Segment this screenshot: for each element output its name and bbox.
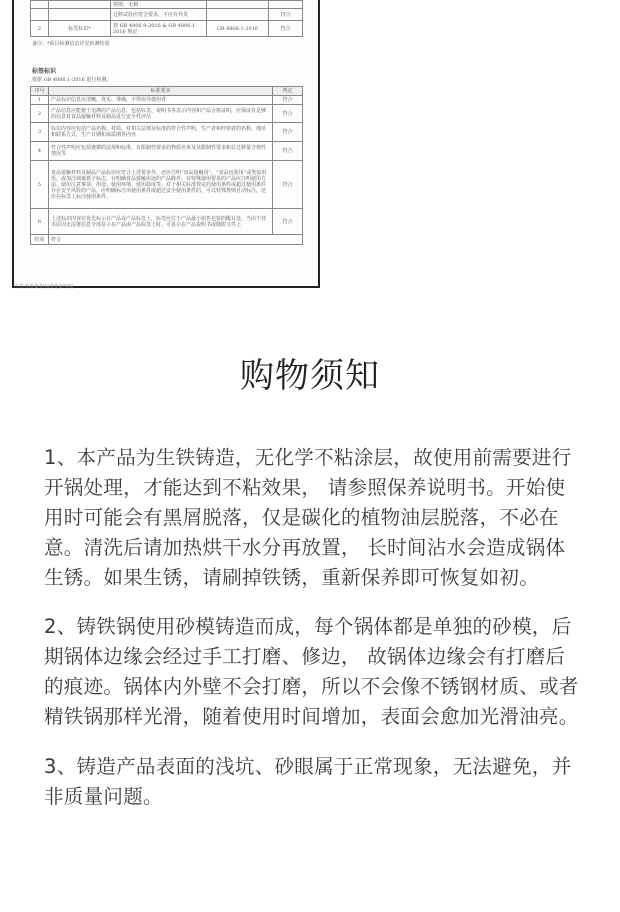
table-cell: 标识内容应包括产品名称、材质、对相关法规及标准的符合性声明，生产者和经销者的名称、地址和联系方式、生产日期和保质期等内容 [49, 123, 273, 142]
table-cell: 2 [31, 21, 49, 37]
notice-paragraph-1: 1、本产品为生铁铸造，无化学不粘涂层，故使用前需要进行开锅处理，才能达到不粘效果， 请参照保养说明书。开始使用时可能会有黑屑脱落，仅是碳化的植物油层脱落，不必在意。清洗后请加热烘干水分再放置， 长时间沾水会造成锅体生锈。如果生锈，请刷掉铁锈，重新保养即可恢复如初。 [44, 446, 572, 589]
table-row [31, 142, 303, 161]
table-row [31, 123, 303, 142]
table-cell: 符合 [273, 123, 303, 142]
table-header-row [31, 87, 303, 96]
table-row [31, 161, 303, 209]
notice-title: 购物须知 [240, 356, 380, 396]
table-cell: 符合 [273, 96, 303, 105]
label-section-title: 标签标识 [32, 68, 57, 75]
table-cell: 结束 [31, 235, 49, 245]
table-cell: 食品接触材料及制品产品标识应符合上述要求外，还应注明“食品接触用”、“食品包装用”或类似用语，或加注调羹筷子标志，有明确食品接触用途的产品除外。有特殊使用要求的产品应注明使用方法、使用注意事项、用途、使用环境、使用温度等。对于相关标准规定的使用条件或超过使用条件存在安全风险的产品，应明确标注出使用条件或超过安全使用条件的，可以特殊规则自动标注，还应在标签上标注使用条件。 [49, 161, 273, 209]
column-header: 判定 [273, 87, 303, 96]
conclusion-row [31, 235, 303, 245]
table-row [31, 105, 303, 123]
table-row [31, 9, 303, 21]
report-footer: 江苏省质量和标准化研究院 [14, 284, 75, 290]
table-cell: 标签标识* [49, 21, 111, 37]
label-requirements-table [30, 86, 303, 245]
table-row [31, 96, 303, 105]
label-section-subtitle: 依据 GB 4806.1-2016 进行检测。 [32, 77, 112, 83]
table-cell: 2 [31, 105, 49, 123]
report-note: 备注：*项目检测信息详见检测结果 [32, 41, 110, 47]
notice-paragraph-3: 3、铸造产品表面的浅坑、砂眼属于正常现象，无法避免，并非质量问题。 [44, 755, 572, 808]
table-cell: 上述标识内容应优先标示在产品或产品标签上，标签应位于产品最小销售包装的醒目处，当由于技术原因无法将信息全部显示在产品或产品标签上时，可显示在产品说明书或随附文件上 [49, 209, 273, 235]
notice-paragraph-2: 2、铸铁锅使用砂模铸造而成，每个锅体都是单独的砂模，后期锅体边缘会经过手工打磨、修边， 故锅体边缘会有打磨后的痕迹。锅体内外壁不会打磨，所以不会像不锈钢材质、或者精铁锅那样光滑，随着使用时间增加，表面会愈加光滑油亮。 [44, 615, 579, 728]
table-row [31, 21, 303, 37]
table-cell: 符合 [49, 235, 303, 245]
table-cell: 符合 [269, 21, 303, 37]
table-cell: 3 [31, 123, 49, 142]
test-report-image [0, 0, 620, 300]
column-header: 序号 [31, 87, 49, 96]
report-results-table [30, 0, 303, 37]
table-cell: 符合 [273, 209, 303, 235]
table-cell: 符合 [273, 142, 303, 161]
column-header: 标准要求 [49, 87, 273, 96]
table-row [31, 1, 303, 9]
table-cell: GB 4806.1-2016 [207, 21, 269, 37]
table-cell: 产品标识信息应清晰、真实、准确，不得误导使用者 [49, 96, 273, 105]
table-cell: 6 [31, 209, 49, 235]
report-sheet [12, 0, 320, 288]
table-cell [269, 1, 303, 9]
table-cell: 符合性声明应包括遵循的法规和标准，有限制性要求的物质名单及其限制性要求和总迁移量合规性情况等 [49, 142, 273, 161]
table-cell: 符合 [273, 105, 303, 123]
table-cell: 4 [31, 142, 49, 161]
table-row [31, 209, 303, 235]
table-cell: 符合 [273, 161, 303, 209]
table-cell: 迁移试验应符合要求，不应有异臭 [111, 9, 207, 21]
table-cell: 按 GB 4806.9-2016 & GB 4806.1-2016 规定 [111, 21, 207, 37]
table-cell: 1 [31, 96, 49, 105]
table-cell: 符合 [269, 9, 303, 21]
table-cell: 产品信息应能便于追溯的产品信息，包括标签、说明书等表示内容和产品合格证明，应保证有足够的信息对食品接触材料及制品进行安全性评估 [49, 105, 273, 123]
table-cell: 5 [31, 161, 49, 209]
table-cell: 规则，无刺 [111, 1, 207, 9]
